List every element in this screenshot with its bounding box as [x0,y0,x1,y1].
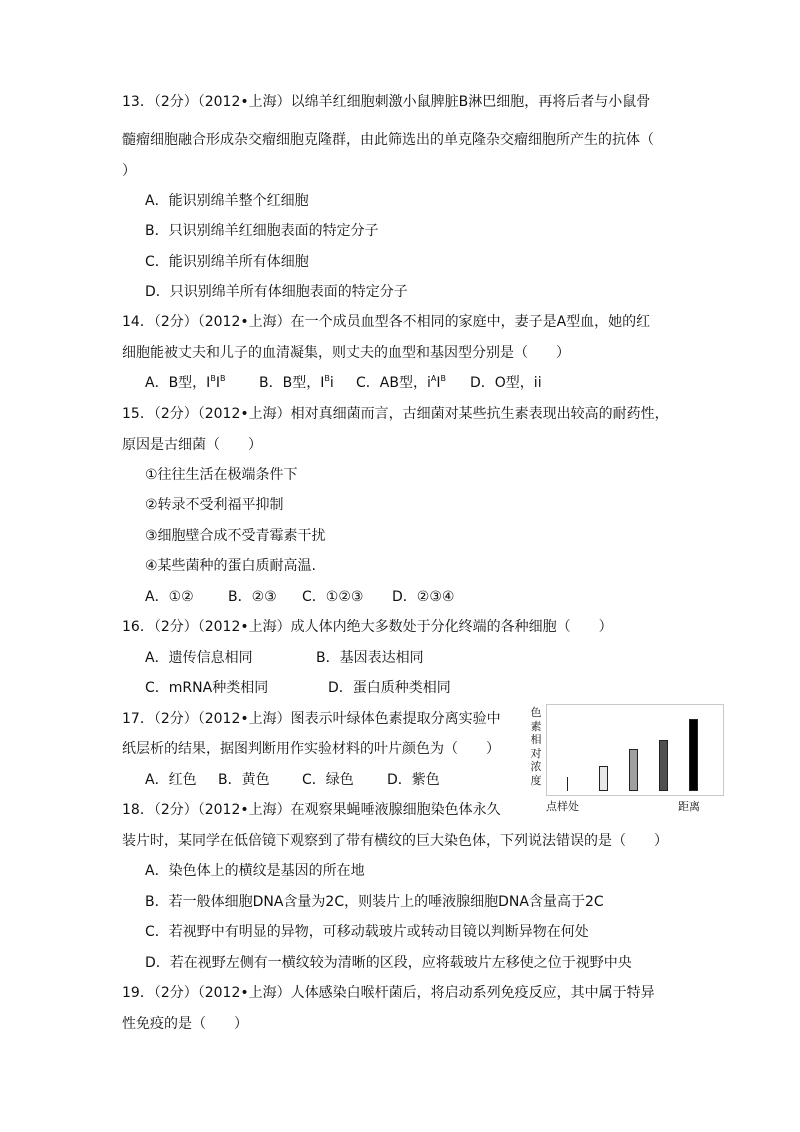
q14-a-sup1: B [210,374,216,383]
q14-a-text: A．B型，I [145,375,211,391]
chart-ylabel: 色素相对浓度 [530,706,542,787]
q14-c-sup2: B [440,374,446,383]
q17-option-d: D．紫色 [387,772,440,788]
q17-option-c: C．绿色 [302,772,354,788]
q14-option-b [259,373,334,393]
q14-a-sup2: B [219,374,226,383]
q13-stem-line-2: 髓瘤细胞融合形成杂交瘤细胞克隆群，由此筛选出的单克隆杂交瘤细胞所产生的抗体（ [122,132,654,148]
chart-x-start-label: 点样处 [546,800,579,813]
q14-c-sup1: A [430,374,437,383]
q18-option-a: A．染色体上的横纹是基因的所在地 [145,863,365,879]
q15-stem-line-2: 原因是古细菌（ ） [122,437,262,453]
q18-option-c: C．若视野中有明显的异物，可移动载玻片或转动目镜以判断异物在何处 [145,924,589,940]
q14-a-mid: I [215,375,220,391]
q16-option-c: C．mRNA种类相同 [145,680,269,696]
q14-c-text: C．AB型，i [356,375,431,391]
q19-stem-line-1: 19．（2分）（2012•上海）人体感染白喉杆菌后，将启动系列免疫反应，其中属于特异 [122,985,655,1001]
q16-option-b: B．基因表达相同 [316,650,424,666]
q17-option-a: A．红色 [145,772,197,788]
q17-stem-line-1: 17．（2分）（2012•上海）图表示叶绿体色素提取分离实验中 [122,711,501,727]
q14-option-c [356,373,446,393]
q15-item-1: ①往往生活在极端条件下 [145,467,298,483]
q14-stem-line-2: 细胞能被丈夫和儿子的血清凝集，则丈夫的血型和基因型分别是（ ） [122,345,570,361]
q16-option-d: D．蛋白质种类相同 [328,680,451,696]
chart-bar-1 [599,766,608,791]
q14-option-d: D．O型，ii [470,375,542,391]
q16-stem: 16．（2分）（2012•上海）成人体内绝大多数处于分化终端的各种细胞（ ） [122,619,613,635]
q14-c-mid: I [436,375,441,391]
chart-bar-4 [689,719,698,791]
pigment-chart [528,704,724,814]
q17-stem-line-2: 纸层析的结果，据图判断用作实验材料的叶片颜色为（ ） [122,741,500,757]
q18-option-d: D．若在视野左侧有一横纹较为清晰的区段，应将载玻片左移使之位于视野中央 [145,955,632,971]
q18-stem-line-2: 装片时，某同学在低倍镜下观察到了带有横纹的巨大染色体，下列说法错误的是（ ） [122,833,668,849]
q15-option-a: A．①② [145,589,194,605]
q15-item-3: ③细胞壁合成不受青霉素干扰 [145,528,326,544]
q13-option-c: C．能识别绵羊所有体细胞 [145,254,309,270]
q13-stem-line-1: 13．（2分）（2012•上海）以绵羊红细胞刺激小鼠脾脏B淋巴细胞，再将后者与小鼠骨 [122,94,651,110]
chart-origin-tick [567,777,568,791]
chart-x-end-label: 距离 [678,800,700,813]
q18-stem-line-1: 18．（2分）（2012•上海）在观察果蝇唾液腺细胞染色体永久 [122,802,501,818]
q14-b-sup1: B [324,374,330,383]
q15-item-2: ②转录不受利福平抑制 [145,497,284,513]
chart-bar-3 [659,740,668,791]
q15-option-b: B．②③ [228,589,277,605]
chart-bar-2 [629,749,638,791]
q15-option-c: C．①②③ [302,589,364,605]
q14-option-a [145,373,225,393]
q17-option-b: B．黄色 [218,772,270,788]
q15-item-4: ④某些菌种的蛋白质耐高温. [145,558,317,574]
q15-option-d: D．②③④ [392,589,455,605]
q18-option-b: B．若一般体细胞DNA含量为2C，则装片上的唾液腺细胞DNA含量高于2C [145,894,604,910]
q14-b-post: i [329,375,334,391]
q19-stem-line-2: 性免疫的是（ ） [122,1016,248,1032]
q16-option-a: A．遗传信息相同 [145,650,253,666]
q14-stem-line-1: 14．（2分）（2012•上海）在一个成员血型各不相同的家庭中，妻子是A型血，她的红 [122,314,651,330]
chart-plot-area [546,704,724,796]
q13-option-d: D．只识别绵羊所有体细胞表面的特定分子 [145,284,408,300]
q14-b-text: B．B型，I [259,375,325,391]
q13-stem-line-3: ） [122,163,136,179]
q13-option-b: B．只识别绵羊红细胞表面的特定分子 [145,223,379,239]
q13-option-a: A．能识别绵羊整个红细胞 [145,193,309,209]
q15-stem-line-1: 15．（2分）（2012•上海）相对真细菌而言，古细菌对某些抗生素表现出较高的耐药性， [122,406,669,422]
